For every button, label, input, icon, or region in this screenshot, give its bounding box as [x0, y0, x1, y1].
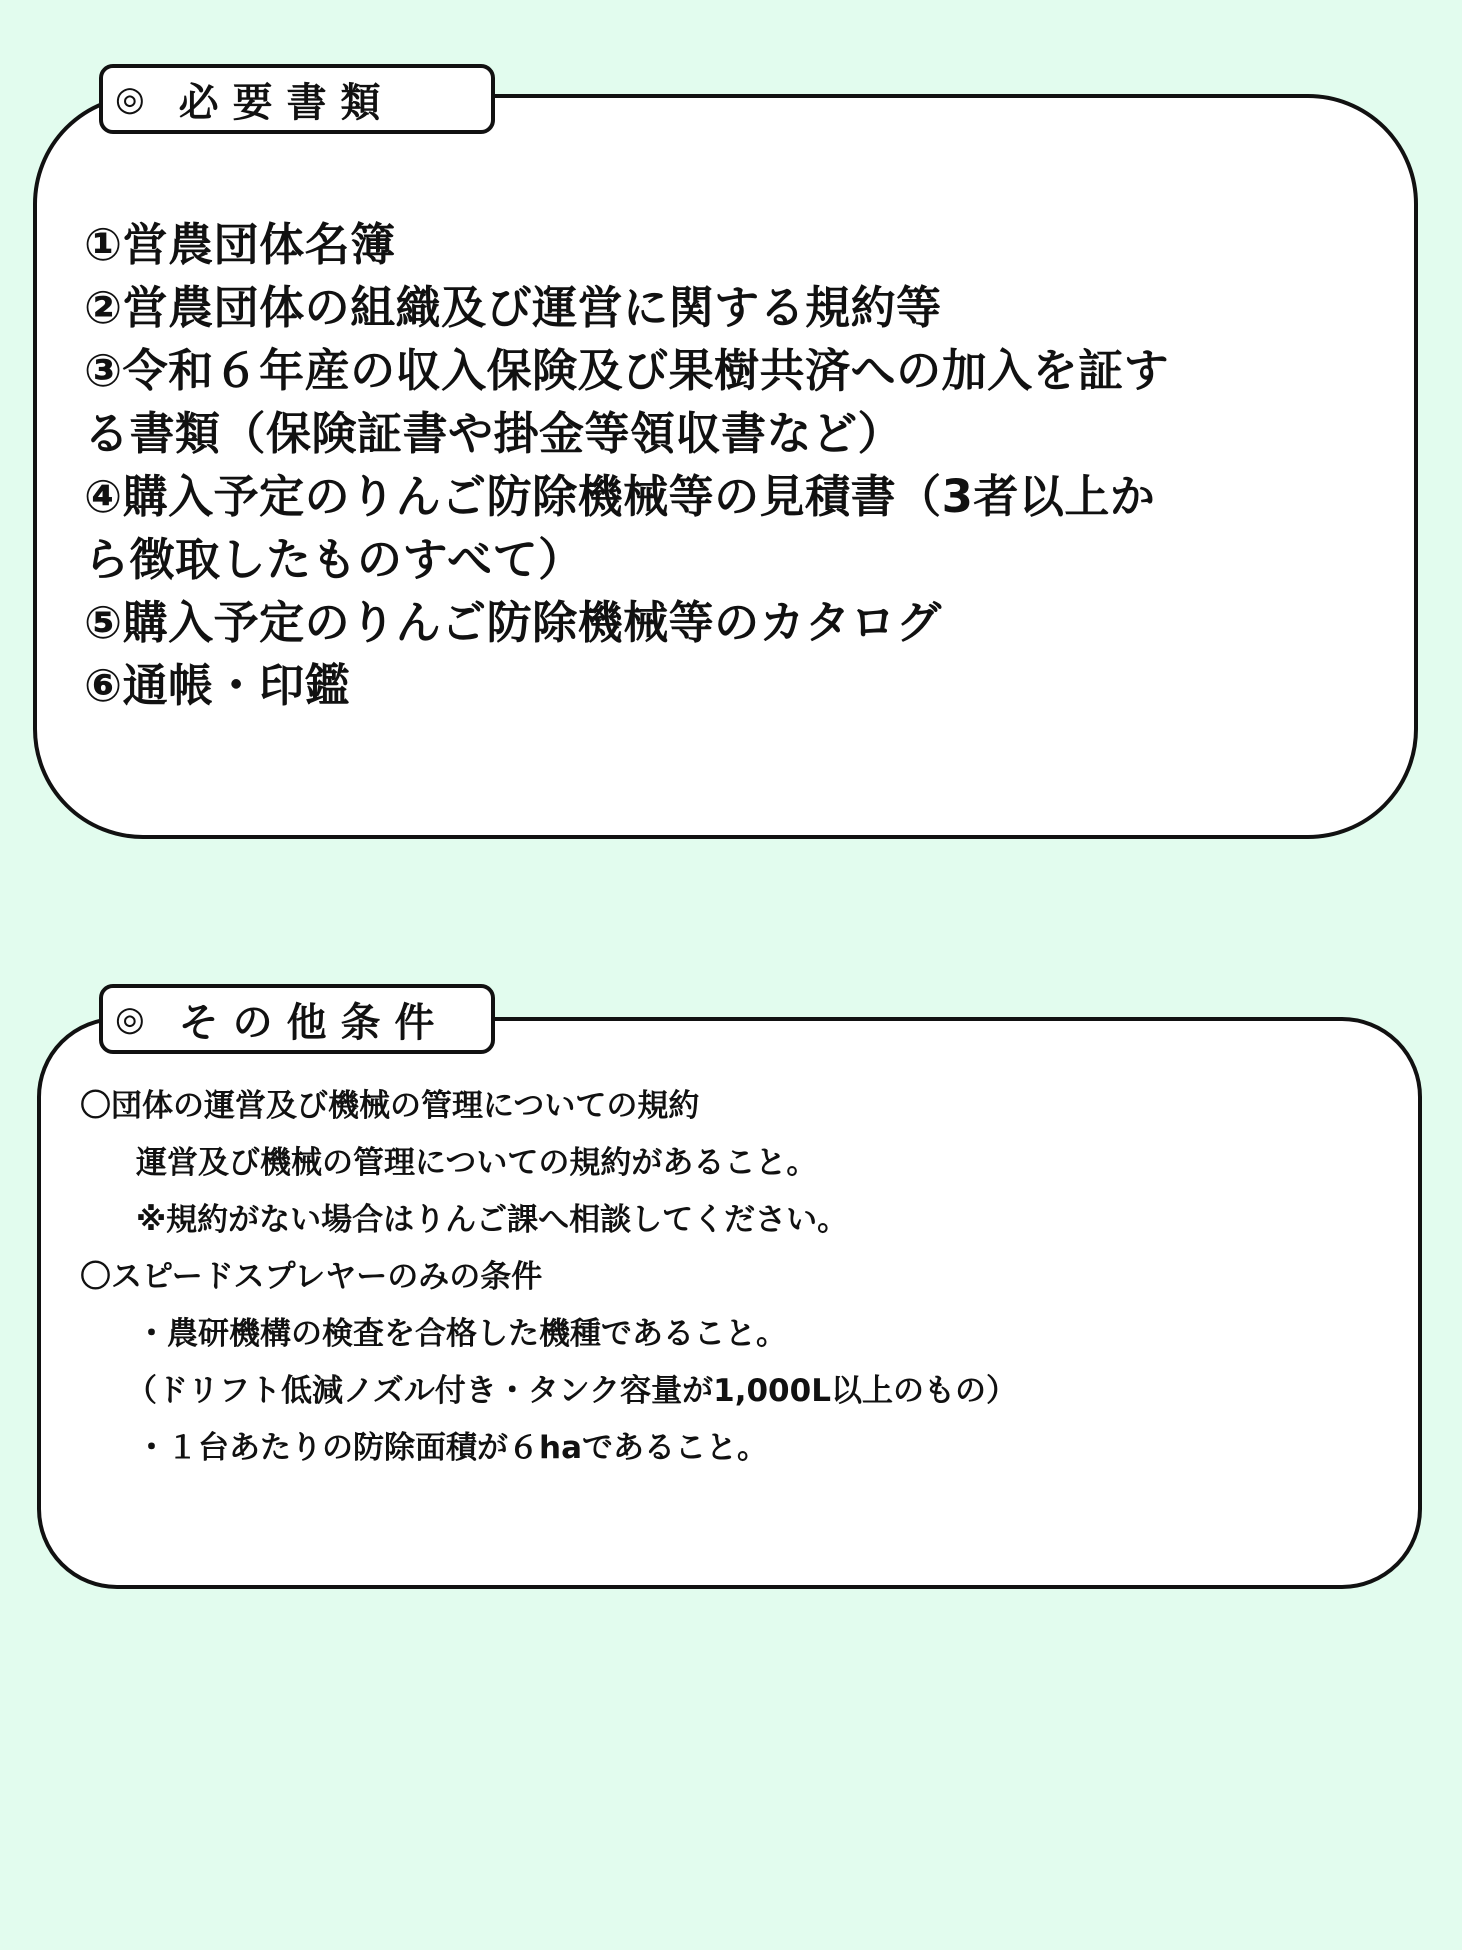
list-item: ら徴取したものすべて） — [84, 533, 584, 586]
condition-heading: 〇団体の運営及び機械の管理についての規約 — [80, 1088, 700, 1124]
required-documents-title: 必 要 書 類 — [178, 79, 381, 126]
required-documents-tab — [99, 64, 495, 134]
list-item: る書類（保険証書や掛金等領収書など） — [84, 407, 904, 460]
list-item: ②営農団体の組織及び運営に関する規約等 — [84, 281, 942, 334]
other-conditions-title: そ の 他 条 件 — [178, 999, 435, 1046]
list-item: ⑥通帳・印鑑 — [84, 659, 351, 712]
other-conditions-list — [80, 1078, 1380, 1477]
condition-line: ・農研機構の検査を合格した機種であること。 — [136, 1316, 787, 1352]
required-documents-list — [84, 213, 1374, 717]
condition-line: 運営及び機械の管理についての規約があること。 — [136, 1145, 818, 1181]
condition-note: ※規約がない場合はりんご課へ相談してください。 — [136, 1202, 849, 1238]
list-item: ④購入予定のりんご防除機械等の見積書（3者以上か — [84, 470, 1156, 523]
condition-heading: 〇スピードスプレヤーのみの条件 — [80, 1259, 543, 1295]
double-circle-icon: ◎ — [115, 999, 145, 1039]
list-item: ①営農団体名簿 — [84, 218, 396, 271]
other-conditions-tab — [99, 984, 495, 1054]
list-item: ⑤購入予定のりんご防除機械等のカタログ — [84, 596, 942, 649]
list-item: ③令和６年産の収入保険及び果樹共済への加入を証す — [84, 344, 1170, 397]
condition-line: ・１台あたりの防除面積が６haであること。 — [136, 1430, 768, 1466]
condition-line: （ドリフト低減ノズル付き・タンク容量が1,000L以上のもの） — [126, 1373, 1017, 1409]
double-circle-icon: ◎ — [115, 79, 145, 119]
